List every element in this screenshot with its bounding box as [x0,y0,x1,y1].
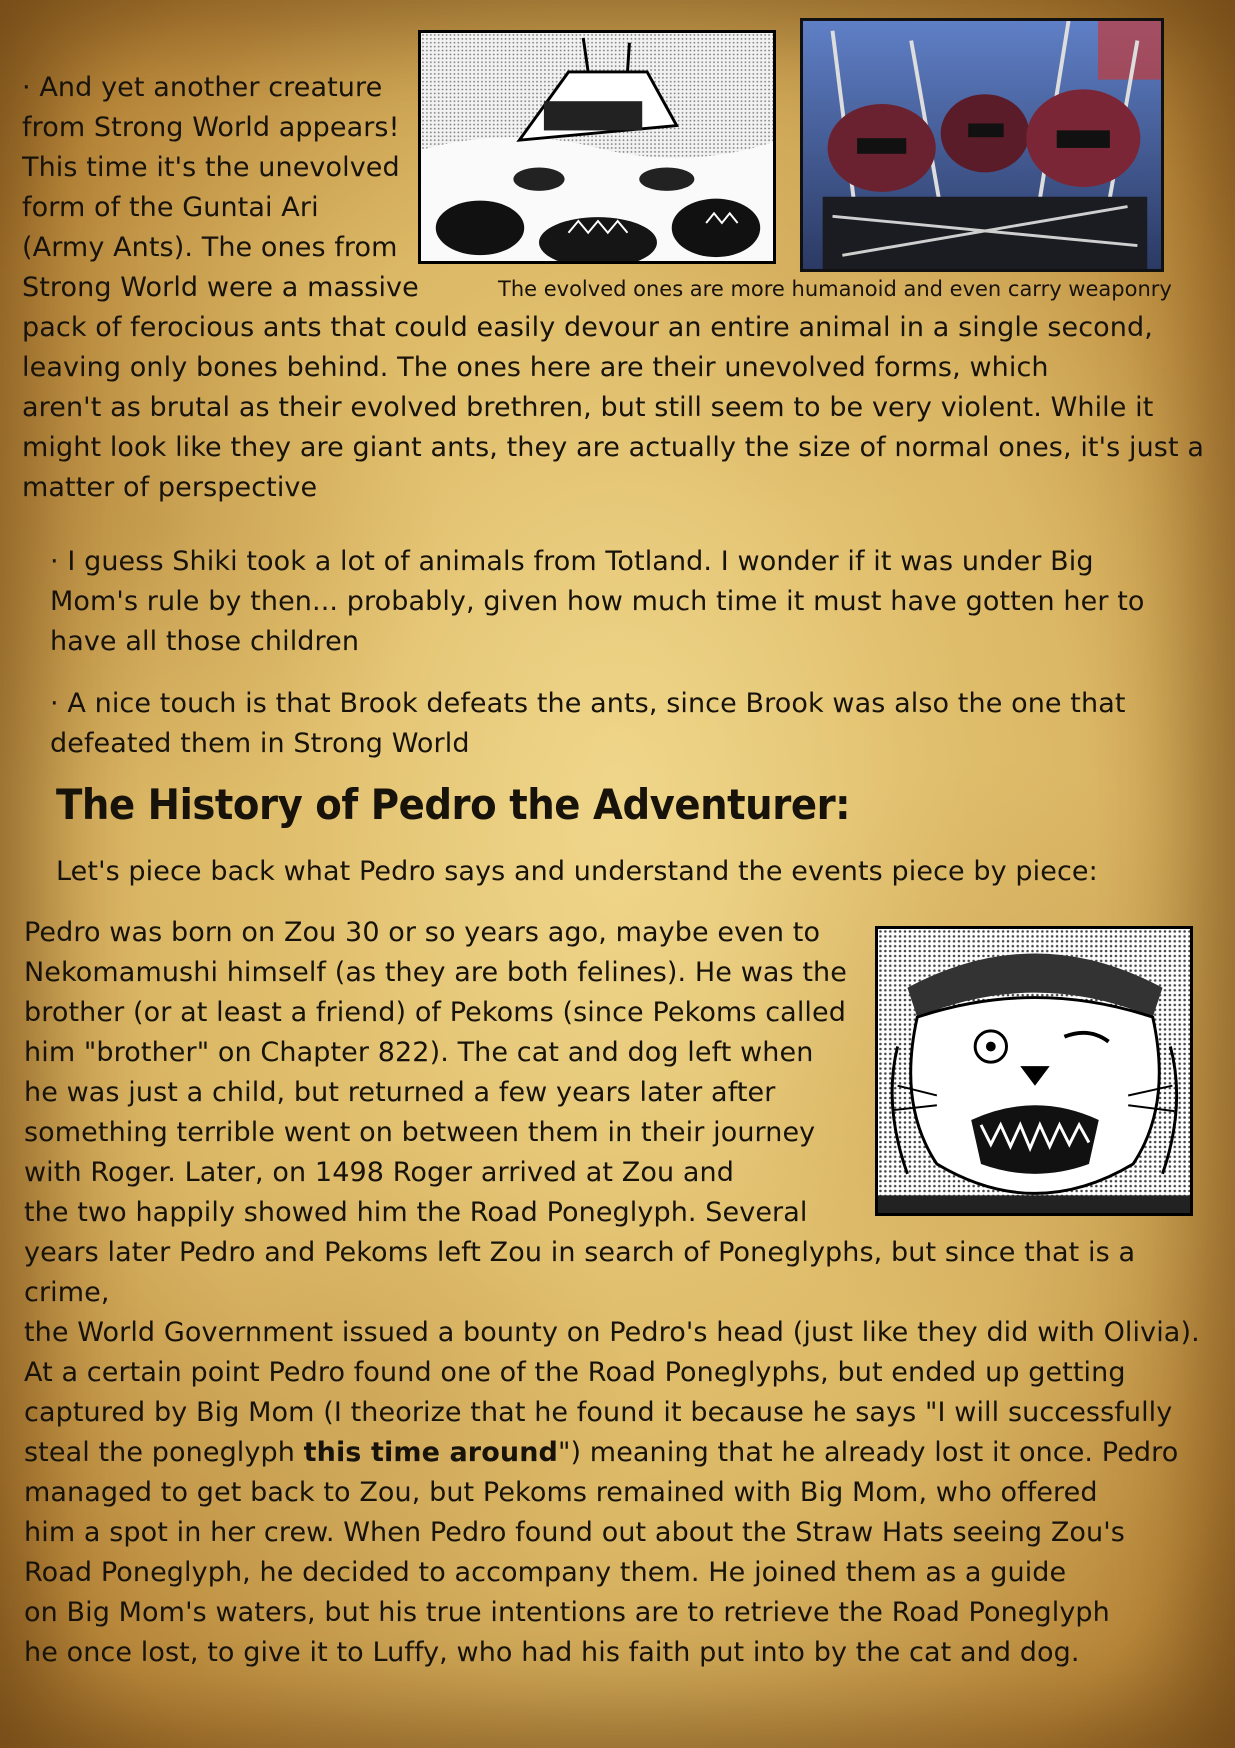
section-intro: Let's piece back what Pedro says and understand the events piece by piece: [56,856,1098,887]
pedro-paragraph-rest [24,1233,1229,1673]
manga-panel-pedro-portrait [875,926,1193,1216]
text-line: leaving only bones behind. The ones here are their unevolved forms, which [22,352,1049,383]
text-line: Mom's rule by then... probably, given how much time it must have gotten her to [50,586,1145,617]
text-line: At a certain point Pedro found one of the Road Poneglyphs, but ended up getting [24,1357,1126,1388]
text-line: Pedro was born on Zou 30 or so years ago, maybe even to [24,917,821,948]
text-line: managed to get back to Zou, but Pekoms remained with Big Mom, who offered [24,1477,1098,1508]
text-line: from Strong World appears! [22,112,400,143]
text-line: Strong World were a massive [22,272,419,303]
text-fragment: ") meaning that he already lost it once. Pedro [557,1437,1179,1468]
text-line: aren't as brutal as their evolved brethren, but still seem to be very violent. While it [22,392,1154,423]
text-line: form of the Guntai Ari [22,192,319,223]
text-line: Nekomamushi himself (as they are both felines). He was the [24,957,847,988]
anime-panel-evolved-ants [800,18,1164,272]
text-line: something terrible went on between them in their journey [24,1117,816,1148]
bullet-brook-ants [50,684,1190,764]
section-heading: The History of Pedro the Adventurer: [56,780,851,829]
text-line: with Roger. Later, on 1498 Roger arrived at Zou and [24,1157,734,1188]
text-line: on Big Mom's waters, but his true intentions are to retrieve the Road Poneglyph [24,1597,1110,1628]
text-line: he once lost, to give it to Luffy, who had his faith put into by the cat and dog. [24,1637,1080,1668]
text-line-with-emphasis [24,1433,1229,1473]
text-line: captured by Big Mom (I theorize that he found it because he says "I will successfully [24,1397,1173,1428]
text-line: pack of ferocious ants that could easily devour an entire animal in a single second, [22,312,1153,343]
text-line: might look like they are giant ants, they are actually the size of normal ones, it's just a [22,432,1204,463]
text-line: · And yet another creature [22,72,383,103]
text-line: him "brother" on Chapter 822). The cat and dog left when [24,1037,814,1068]
text-line: defeated them in Strong World [50,728,470,759]
emphasized-phrase: this time around [303,1437,558,1468]
text-line: · I guess Shiki took a lot of animals from Totland. I wonder if it was under Big [50,546,1094,577]
text-line: the World Government issued a bounty on Pedro's head (just like they did with Olivia). [24,1317,1200,1348]
ants-paragraph-intro [22,68,422,308]
manga-panel-ants-ship [418,30,776,264]
text-line: Road Poneglyph, he decided to accompany them. He joined them as a guide [24,1557,1067,1588]
text-line: (Army Ants). The ones from [22,232,398,263]
text-line: the two happily showed him the Road Poneglyph. Several [24,1197,808,1228]
text-line: him a spot in her crew. When Pedro found out about the Straw Hats seeing Zou's [24,1517,1125,1548]
pedro-paragraph-intro [24,913,869,1233]
text-line: matter of perspective [22,472,318,503]
text-line: brother (or at least a friend) of Pekoms (since Pekoms called [24,997,846,1028]
text-line: he was just a child, but returned a few years later after [24,1077,776,1108]
image-caption: The evolved ones are more humanoid and even carry weaponry [498,277,1172,301]
text-line: · A nice touch is that Brook defeats the ants, since Brook was also the one that [50,688,1126,719]
text-line: have all those children [50,626,360,657]
text-fragment: steal the poneglyph [24,1437,304,1468]
text-line: years later Pedro and Pekoms left Zou in search of Poneglyphs, but since that is a crime, [24,1237,1136,1308]
text-line: This time it's the unevolved [22,152,400,183]
bullet-shiki-totland [50,542,1190,662]
ants-paragraph-rest [22,308,1222,508]
